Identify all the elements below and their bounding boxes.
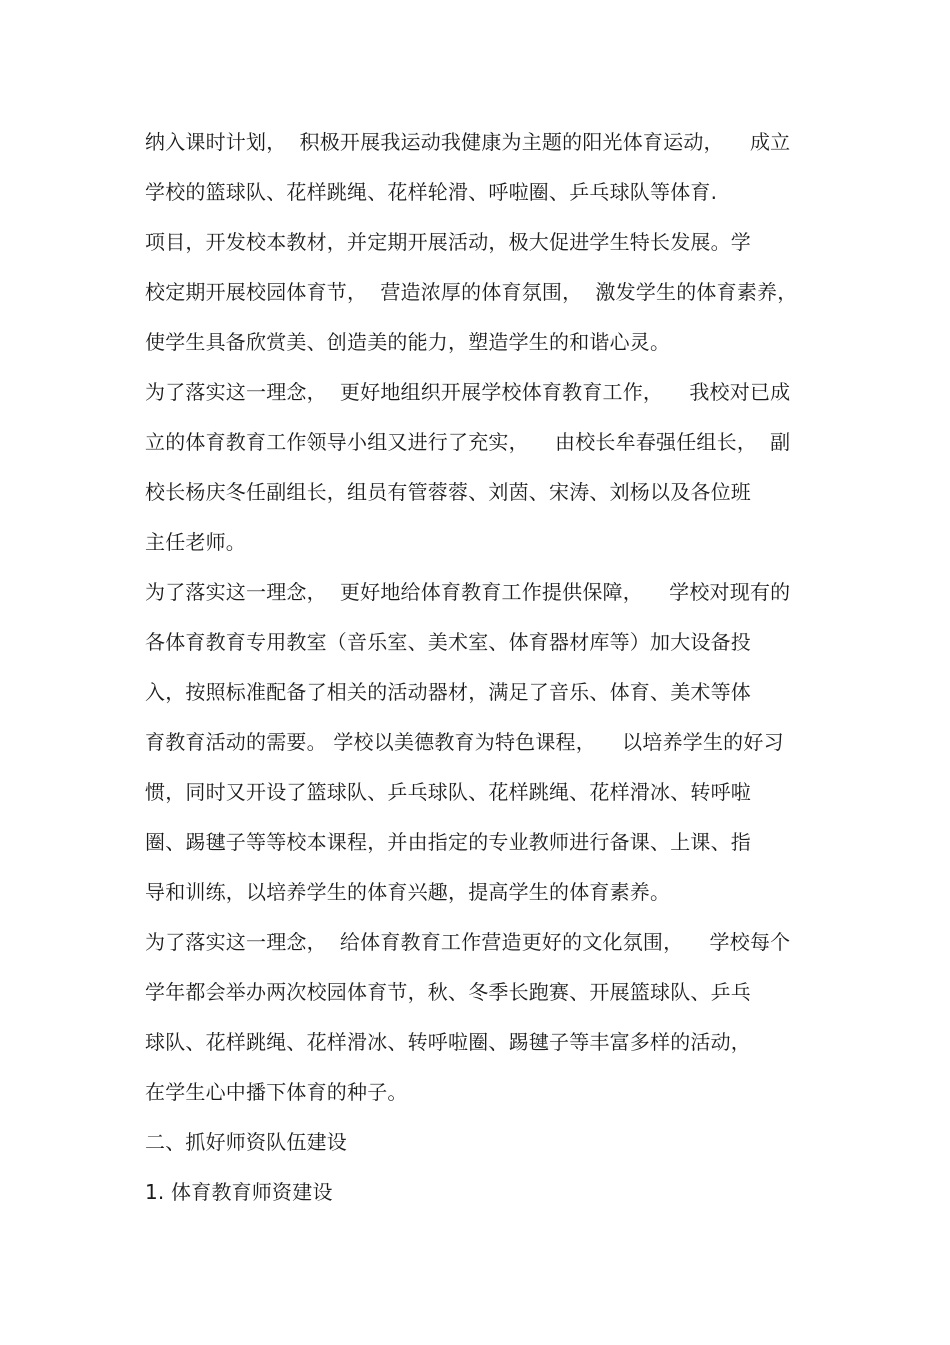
text-line: 导和训练，以培养学生的体育兴趣，提高学生的体育素养。: [145, 880, 671, 904]
text-line: 入，按照标准配备了相关的活动器材，满足了音乐、体育、美术等体: [145, 680, 751, 704]
text-line: 校定期开展校园体育节， 营造浓厚的体育氛围， 激发学生的体育素养，: [145, 280, 798, 304]
text-line: 圈、踢毽子等等校本课程，并由指定的专业教师进行备课、上课、指: [145, 830, 751, 854]
text-line: 惯，同时又开设了篮球队、乒乓球队、花样跳绳、花样滑冰、转呼啦: [145, 780, 751, 804]
text-line: 各体育教育专用教室（音乐室、美术室、体育器材库等）加大设备投: [145, 630, 751, 654]
text-line: 学年都会举办两次校园体育节，秋、冬季长跑赛、开展篮球队、乒乓: [145, 980, 751, 1004]
text-line: 立的体育教育工作领导小组又进行了充实， 由校长牟春强任组长， 副: [145, 430, 791, 454]
text-line: 在学生心中播下体育的种子。: [145, 1080, 408, 1104]
text-line: 为了落实这一理念， 更好地组织开展学校体育教育工作， 我校对已成: [145, 380, 791, 404]
text-line: 学校的篮球队、花样跳绳、花样轮滑、呼啦圈、乒乓球队等体育.: [145, 180, 718, 204]
subsection-heading: 1. 体育教育师资建设: [145, 1180, 333, 1204]
text-line: 使学生具备欣赏美、创造美的能力，塑造学生的和谐心灵。: [145, 330, 671, 354]
text-line: 主任老师。: [145, 530, 246, 554]
text-line: 为了落实这一理念， 更好地给体育教育工作提供保障， 学校对现有的: [145, 580, 791, 604]
text-line: 校长杨庆冬任副组长，组员有管蓉蓉、刘茵、宋涛、刘杨以及各位班: [145, 480, 751, 504]
text-line: 为了落实这一理念， 给体育教育工作营造更好的文化氛围， 学校每个: [145, 930, 791, 954]
text-line: 球队、花样跳绳、花样滑冰、转呼啦圈、踢毽子等丰富多样的活动，: [145, 1030, 751, 1054]
section-heading: 二、抓好师资队伍建设: [145, 1130, 347, 1154]
text-line: 纳入课时计划， 积极开展我运动我健康为主题的阳光体育运动， 成立: [145, 130, 791, 154]
text-line: 项目，开发校本教材，并定期开展活动，极大促进学生特长发展。学: [145, 230, 751, 254]
text-line: 育教育活动的需要。 学校以美德教育为特色课程， 以培养学生的好习: [145, 730, 784, 754]
